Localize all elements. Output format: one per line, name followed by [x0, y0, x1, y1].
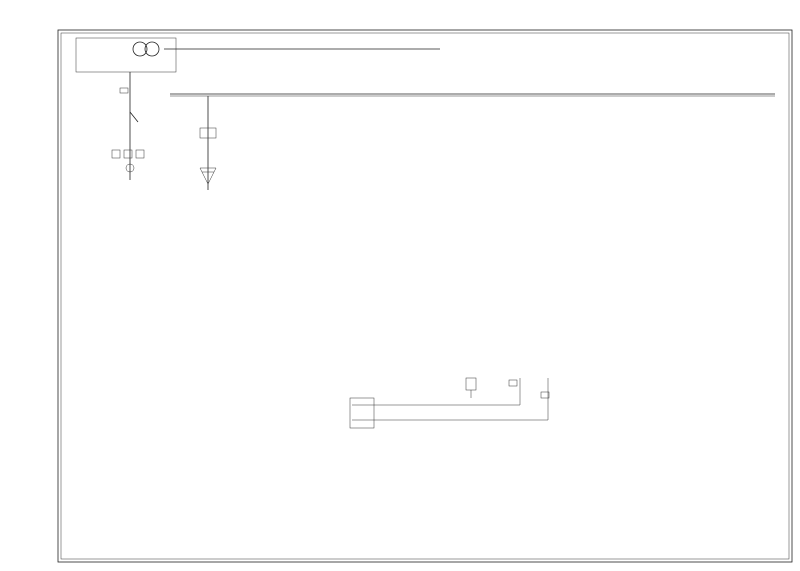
ct-box-icon	[124, 150, 132, 158]
ct-box-icon	[112, 150, 120, 158]
capacitor-branch	[200, 96, 216, 190]
rtu-icon	[466, 378, 476, 390]
plc-box	[350, 398, 374, 428]
z1-icon	[120, 88, 128, 93]
transformer-label-box	[76, 38, 176, 72]
drawing-frame	[58, 30, 792, 562]
incoming-branch	[112, 72, 144, 180]
inner-frame	[61, 33, 789, 559]
k1-breaker-icon	[130, 112, 138, 122]
terminal-icon	[509, 380, 517, 386]
transformer-block	[76, 38, 440, 72]
ct-box-icon	[136, 150, 144, 158]
plc-wiring	[350, 378, 549, 428]
